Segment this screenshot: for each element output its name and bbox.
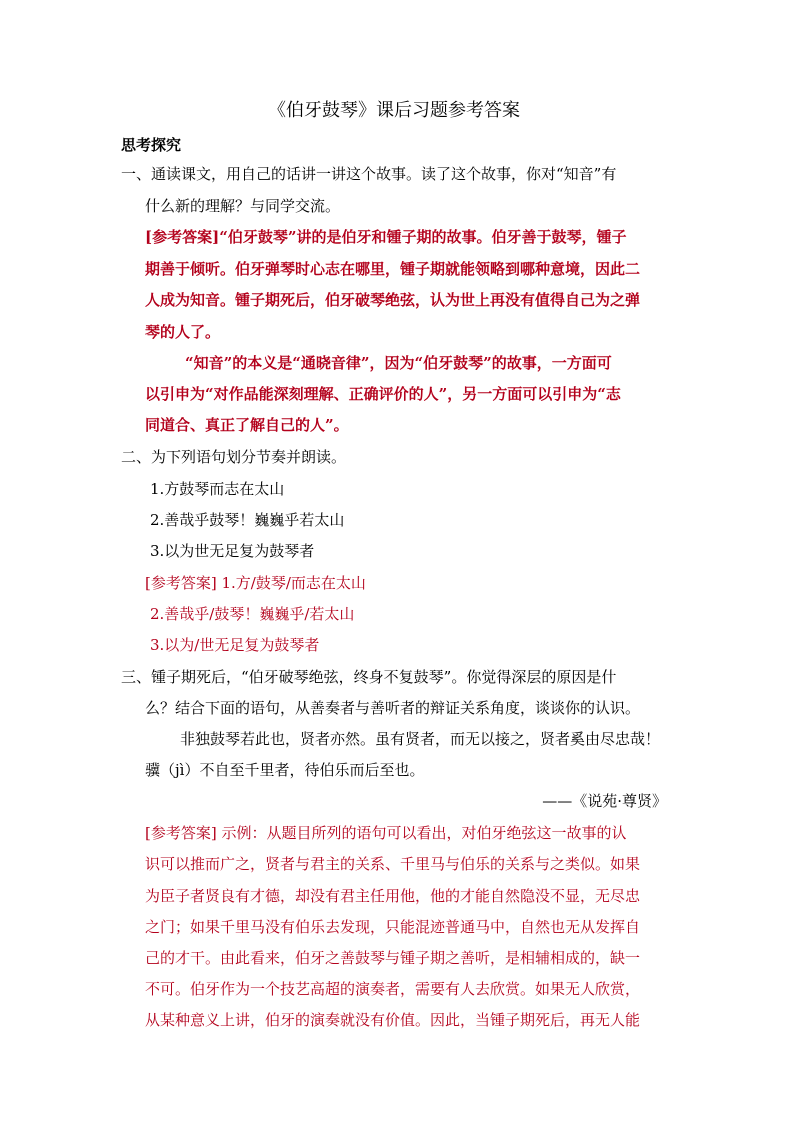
question-2-item-2: 2.善哉乎鼓琴！巍巍乎若太山: [150, 511, 345, 529]
answer-3-line-2: 识可以推而广之，贤者与君主的关系、千里马与伯乐的关系与之类似。如果: [145, 855, 641, 873]
quote-source: ——《说苑·尊贤》: [542, 792, 667, 810]
answer-2-line-2: 2.善哉乎/鼓琴！巍巍乎/若太山: [150, 605, 355, 623]
question-2-item-1: 1.方鼓琴而志在太山: [150, 480, 285, 498]
answer-1-line-2: 期善于倾听。伯牙弹琴时心志在哪里，锺子期就能领略到哪种意境，因此二: [145, 260, 641, 278]
question-3-line-2: 么？结合下面的语句，从善奏者与善听者的辩证关系角度，谈谈你的认识。: [145, 699, 641, 717]
answer-3-line-3: 为臣子者贤良有才德，却没有君主任用他，他的才能自然隐没不显，无尽忠: [145, 887, 641, 905]
answer-1-line-3: 人成为知音。锺子期死后，伯牙破琴绝弦，认为世上再没有值得自己为之弹: [145, 291, 641, 309]
quote-line-1: 非独鼓琴若此也，贤者亦然。虽有贤者，而无以接之，贤者奚由尽忠哉！: [180, 730, 661, 748]
answer-1-line-4: 琴的人了。: [145, 323, 221, 341]
question-3-line-1: 三、锺子期死后，“伯牙破琴绝弦，终身不复鼓琴”。你觉得深层的原因是什: [121, 668, 617, 686]
answer-3-line-7: 从某种意义上讲，伯牙的演奏就没有价值。因此，当锺子期死后，再无人能: [145, 1011, 641, 1029]
document-title: 《伯牙鼓琴》课后习题参考答案: [268, 100, 520, 121]
quote-line-2: 骥（jì）不自至千里者，待伯乐而后至也。: [145, 761, 425, 779]
answer-1-line-6: 以引申为“对作品能深刻理解、正确评价的人”，另一方面可以引申为“志: [145, 385, 621, 403]
answer-3-line-6: 不可。伯牙作为一个技艺高超的演奏者，需要有人去欣赏。如果无人欣赏，: [145, 980, 641, 998]
answer-1-line-5: “知音”的本义是“通晓音律”，因为“伯牙鼓琴”的故事，一方面可: [185, 354, 612, 372]
answer-2-line-3: 3.以为/世无足复为鼓琴者: [150, 636, 320, 654]
answer-3-line-1: [参考答案] 示例：从题目所列的语句可以看出，对伯牙绝弦这一故事的认: [145, 824, 627, 842]
question-2-item-3: 3.以为世无足复为鼓琴者: [150, 542, 315, 560]
question-2-heading: 二、为下列语句划分节奏并朗读。: [121, 448, 347, 466]
answer-3-line-5: 己的才干。由此看来，伯牙之善鼓琴与锺子期之善听，是相辅相成的，缺一: [145, 949, 641, 967]
answer-3-line-4: 之门；如果千里马没有伯乐去发现，只能混迹普通马中，自然也无从发挥自: [145, 918, 641, 936]
question-1-line-2: 什么新的理解？与同学交流。: [145, 197, 341, 215]
answer-1-line-1: [参考答案]“伯牙鼓琴”讲的是伯牙和锺子期的故事。伯牙善于鼓琴，锺子: [145, 228, 627, 246]
question-1-line-1: 一、通读课文，用自己的话讲一讲这个故事。读了这个故事，你对“知音”有: [121, 165, 617, 183]
section-heading: 思考探究: [121, 136, 182, 154]
answer-1-line-7: 同道合、真正了解自己的人”。: [145, 416, 349, 434]
answer-2-line-1: [参考答案] 1.方/鼓琴/而志在太山: [145, 574, 366, 592]
